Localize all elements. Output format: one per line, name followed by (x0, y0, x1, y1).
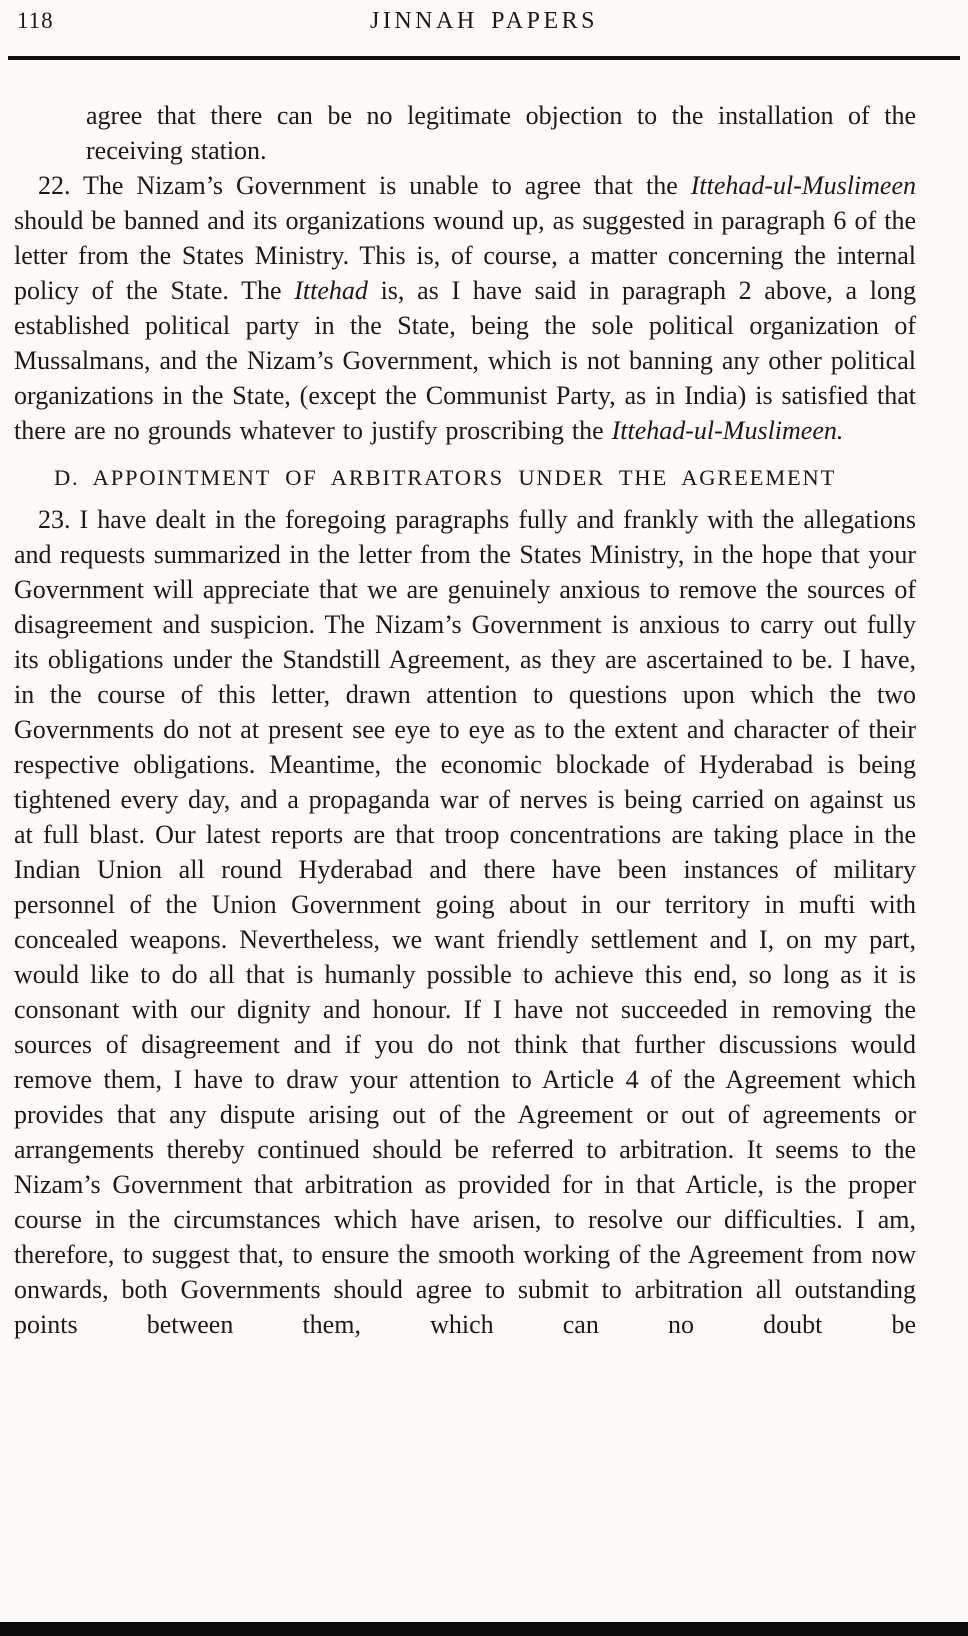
italic-text-run: Ittehad-ul-Muslimeen (690, 171, 916, 200)
text-run: is, as I have said in paragraph 2 above, a long established political party in the State, being the sole political organization of Mussalmans, and the Nizam’s Government, which is not banning any other political organizations in the State, (except the Communist Party, as in India) is satisfied that there are no grounds whatever to justify proscribing the (14, 276, 916, 445)
page-header (0, 0, 968, 48)
text-run: 22. The Nizam’s Government is unable to agree that the (38, 171, 691, 200)
italic-text-run: Ittehad-ul-Muslimeen. (611, 416, 844, 445)
page-body (0, 60, 968, 1342)
scan-edge-artifact (0, 1622, 968, 1636)
text-run: should be banned and its organizations wound up, as suggested in paragraph 6 of the letter from the States Ministry. This is, of course, a matter concerning the internal policy of the State. The (14, 206, 916, 305)
paragraph-continuation (86, 98, 916, 168)
running-title: JINNAH PAPERS (370, 8, 598, 34)
paragraph-23 (14, 502, 916, 1342)
section-heading-d (54, 463, 916, 493)
text-run: 23. I have dealt in the foregoing paragraphs fully and frankly with the allegations and requests summarized in the letter from the States Ministry, in the hope that your Government will appreciate that we are genuinely anxious to remove the sources of disagreement and suspicion. The Nizam’s Government is anxious to carry out fully its obligations under the Standstill Agreement, as they are ascertained to be. I have, in the course of this letter, drawn attention to questions upon which the two Governments do not at present see eye to eye as to the extent and character of their respective obligations. Meantime, the economic blockade of Hyderabad is being tightened every day, and a propaganda war of nerves is being carried on against us at full blast. Our latest reports are that troop concentrations are taking place in the Indian Union all round Hyderabad and there have been instances of military personnel of the Union Government going about in our territory in mufti with concealed weapons. Nevertheless, we want friendly settlement and I, on my part, would like to do all that is humanly possible to achieve this end, so long as it is consonant with our dignity and honour. If I have not succeeded in removing the sources of disagreement and if you do not think that further discussions would remove them, I have to draw your attention to Article 4 of the Agreement which provides that any dispute arising out of the Agreement or out of agreements or arrangements thereby continued should be referred to arbitration. It seems to the Nizam’s Government that arbitration as provided for in that Article, is the proper course in the circumstances which have arisen, to resolve our difficulties. I am, therefore, to suggest that, to ensure the smooth working of the Agreement from now onwards, both Governments should agree to submit to arbitration all outstanding points between them, which can no doubt be (14, 505, 916, 1339)
paragraph-22 (14, 168, 916, 448)
italic-text-run: Ittehad (294, 276, 368, 305)
text-run: D. APPOINTMENT OF ARBITRATORS UNDER THE AGREEMENT (54, 465, 837, 490)
text-run: agree that there can be no legitimate objection to the installation of the receiving station. (86, 101, 916, 165)
page-number: 118 (17, 8, 54, 33)
